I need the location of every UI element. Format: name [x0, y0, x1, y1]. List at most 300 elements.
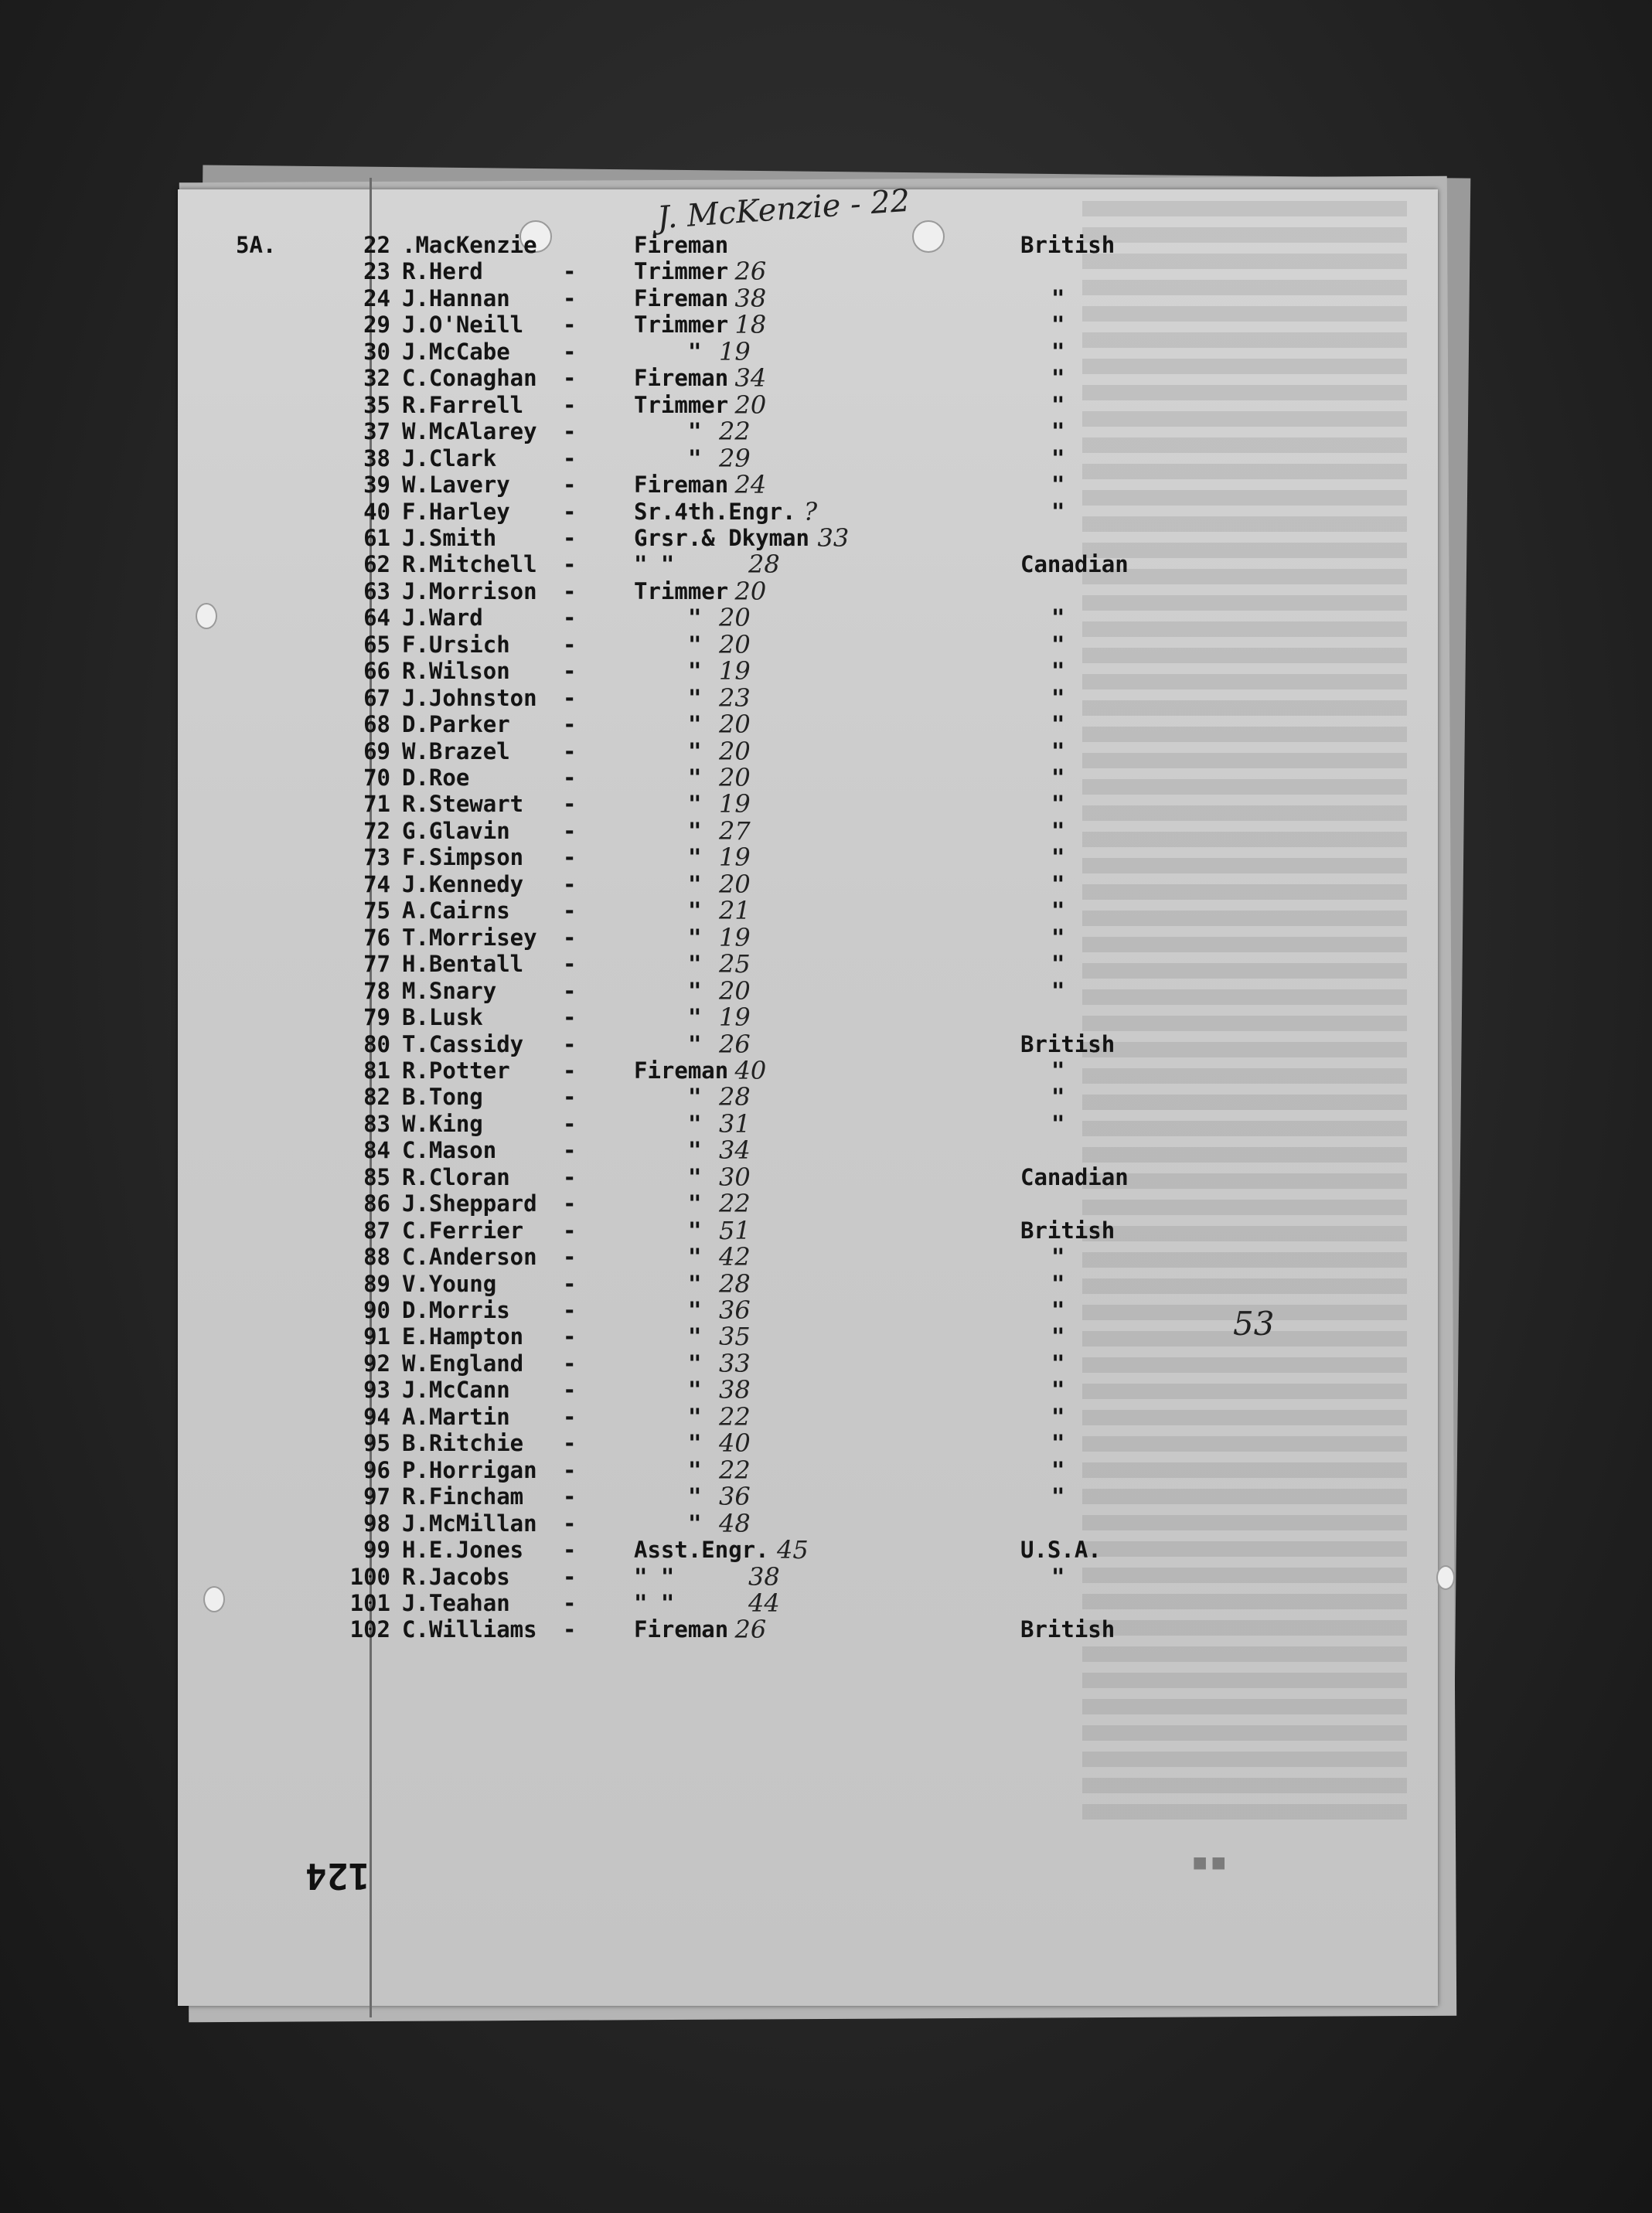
crew-nationality: " — [1051, 391, 1065, 418]
stamp-smudge: ▪▪ — [1190, 1844, 1228, 1879]
crew-dash: - — [563, 870, 577, 897]
crew-dash: - — [563, 1563, 577, 1590]
crew-nationality: " — [1051, 1270, 1065, 1297]
crew-name: B.Tong — [402, 1084, 483, 1111]
crew-name: J.Ward — [402, 604, 483, 632]
crew-row — [178, 232, 1438, 258]
crew-nationality: " — [1051, 817, 1065, 844]
crew-age: 20 — [719, 975, 751, 1006]
crew-age: 25 — [719, 949, 751, 979]
crew-name: R.Herd — [402, 258, 483, 285]
crew-name: J.Clark — [402, 444, 497, 472]
crew-nationality: " — [1051, 1057, 1065, 1084]
crew-name: J.McCann — [402, 1377, 510, 1404]
crew-dash: - — [563, 1323, 577, 1350]
crew-name: D.Morris — [402, 1297, 510, 1323]
crew-age: 29 — [719, 443, 751, 473]
crew-number: 100 — [349, 1563, 390, 1590]
crew-number: 32 — [363, 365, 390, 392]
crew-number: 66 — [363, 658, 390, 685]
crew-nationality: British — [1020, 1030, 1116, 1057]
crew-name: C.Ferrier — [402, 1217, 524, 1244]
crew-nationality: Canadian — [1020, 1163, 1129, 1190]
crew-number: 62 — [363, 551, 390, 578]
crew-dash: - — [563, 1403, 577, 1430]
crew-name: E.Hampton — [402, 1323, 524, 1350]
crew-dash: - — [563, 1350, 577, 1377]
crew-row — [178, 1217, 1438, 1244]
crew-name: H.E.Jones — [402, 1537, 524, 1564]
crew-dash: - — [563, 551, 577, 578]
crew-dash: - — [563, 924, 577, 951]
crew-dash: - — [563, 1589, 577, 1616]
crew-number: 38 — [363, 444, 390, 472]
crew-rating: " — [688, 1297, 702, 1323]
crew-row — [178, 871, 1438, 897]
crew-name: J.Hannan — [402, 284, 510, 312]
crew-rating: " — [688, 870, 702, 897]
crew-rating: Trimmer — [634, 577, 729, 604]
crew-number: 91 — [363, 1323, 390, 1350]
crew-number: 23 — [363, 258, 390, 285]
crew-age: 20 — [719, 736, 751, 766]
crew-number: 67 — [363, 684, 390, 711]
crew-name: C.Conaghan — [402, 365, 537, 392]
crew-dash: - — [563, 1163, 577, 1190]
crew-row — [178, 1084, 1438, 1110]
crew-row — [178, 951, 1438, 977]
crew-nationality: " — [1051, 684, 1065, 711]
crew-row — [178, 1003, 1438, 1033]
crew-nationality: " — [1051, 764, 1065, 791]
crew-row — [178, 1268, 1438, 1299]
handwritten-correction: J. McKenzie - 22 — [656, 182, 911, 237]
crew-name: B.Ritchie — [402, 1430, 524, 1457]
crew-name: R.Farrell — [402, 391, 524, 418]
crew-row — [178, 1190, 1438, 1217]
crew-dash: - — [563, 951, 577, 978]
crew-number: 78 — [363, 977, 390, 1004]
crew-age: 36 — [719, 1295, 751, 1325]
page-stamp: 124 — [305, 1855, 370, 1897]
crew-number: 75 — [363, 897, 390, 924]
crew-age: 19 — [719, 336, 751, 366]
crew-age: 20 — [719, 763, 751, 792]
crew-dash: - — [563, 1537, 577, 1564]
crew-nationality: " — [1051, 1377, 1065, 1404]
crew-name: W.King — [402, 1110, 483, 1137]
crew-age: 21 — [719, 896, 751, 926]
crew-row — [178, 1377, 1438, 1403]
crew-rating: " " — [634, 1563, 675, 1590]
crew-rating: Fireman — [634, 365, 729, 392]
crew-dash: - — [563, 1456, 577, 1483]
crew-nationality: " — [1051, 1403, 1065, 1430]
crew-number: 93 — [363, 1377, 390, 1404]
crew-name: D.Roe — [402, 764, 470, 791]
crew-rating: Fireman — [634, 232, 729, 258]
crew-name: T.Morrisey — [402, 924, 537, 951]
crew-age: 42 — [719, 1242, 751, 1272]
crew-rating: " — [688, 1377, 702, 1404]
crew-row — [178, 1350, 1438, 1377]
crew-dash: - — [563, 577, 577, 604]
crew-number: 94 — [363, 1403, 390, 1430]
crew-row — [178, 365, 1438, 391]
crew-row — [178, 685, 1438, 711]
crew-nationality: " — [1051, 897, 1065, 924]
crew-name: R.Cloran — [402, 1163, 510, 1190]
crew-rating: Fireman — [634, 472, 729, 499]
crew-age: 38 — [748, 1561, 780, 1592]
crew-age: 26 — [734, 257, 767, 287]
crew-rating: " — [688, 924, 702, 951]
crew-row — [178, 392, 1438, 418]
crew-age: 19 — [719, 1003, 751, 1033]
crew-rating: Trimmer — [634, 391, 729, 418]
crew-nationality: " — [1051, 658, 1065, 685]
crew-row — [178, 815, 1438, 846]
crew-row — [178, 975, 1438, 1006]
crew-dash: - — [563, 524, 577, 551]
crew-name: F.Simpson — [402, 844, 524, 871]
section-label: 5A. — [236, 232, 277, 258]
crew-age: 26 — [719, 1029, 751, 1059]
crew-dash: - — [563, 1057, 577, 1084]
crew-nationality: " — [1051, 604, 1065, 632]
crew-age: 36 — [719, 1482, 751, 1512]
crew-number: 82 — [363, 1084, 390, 1111]
crew-nationality: " — [1051, 1110, 1065, 1137]
crew-number: 65 — [363, 631, 390, 658]
crew-dash: - — [563, 284, 577, 312]
crew-dash: - — [563, 1190, 577, 1217]
crew-row — [178, 312, 1438, 338]
crew-rating: " — [688, 1323, 702, 1350]
crew-name: C.Williams — [402, 1616, 537, 1643]
crew-dash: - — [563, 1616, 577, 1643]
crew-dash: - — [563, 737, 577, 764]
crew-dash: - — [563, 365, 577, 392]
crew-age: 20 — [734, 390, 767, 420]
crew-number: 24 — [363, 284, 390, 312]
crew-number: 96 — [363, 1456, 390, 1483]
crew-dash: - — [563, 444, 577, 472]
crew-row — [178, 1457, 1438, 1483]
crew-age: 40 — [734, 1055, 767, 1085]
crew-number: 84 — [363, 1137, 390, 1164]
crew-age: 33 — [817, 523, 850, 553]
crew-age: 28 — [748, 550, 780, 580]
crew-rating: " — [688, 1510, 702, 1537]
crew-rating: " — [688, 711, 702, 738]
crew-nationality: " — [1051, 791, 1065, 818]
crew-number: 97 — [363, 1483, 390, 1510]
crew-age: 27 — [719, 815, 751, 846]
crew-number: 70 — [363, 764, 390, 791]
crew-nationality: U.S.A. — [1020, 1537, 1102, 1564]
crew-number: 76 — [363, 924, 390, 951]
crew-number: 95 — [363, 1430, 390, 1457]
crew-age: ? — [804, 496, 818, 526]
crew-dash: - — [563, 897, 577, 924]
crew-nationality: " — [1051, 284, 1065, 312]
crew-row — [178, 897, 1438, 924]
crew-age: 35 — [719, 1322, 751, 1352]
crew-rating: " — [688, 977, 702, 1004]
crew-rating: Grsr.& Dkyman — [634, 524, 809, 551]
crew-nationality: " — [1051, 844, 1065, 871]
crew-row — [178, 710, 1438, 740]
crew-age: 31 — [719, 1108, 751, 1139]
crew-nationality: " — [1051, 1323, 1065, 1350]
crew-age: 40 — [719, 1428, 751, 1459]
crew-dash: - — [563, 604, 577, 632]
crew-number: 39 — [363, 472, 390, 499]
crew-dash: - — [563, 312, 577, 339]
crew-rating: " — [688, 1137, 702, 1164]
crew-number: 64 — [363, 604, 390, 632]
crew-name: J.O'Neill — [402, 312, 524, 339]
crew-dash: - — [563, 817, 577, 844]
crew-rating: " — [688, 1403, 702, 1430]
crew-dash: - — [563, 1377, 577, 1404]
crew-row — [178, 1590, 1438, 1616]
crew-age: 20 — [719, 629, 751, 659]
crew-rating: " " — [634, 551, 675, 578]
crew-rating: " — [688, 658, 702, 685]
crew-row — [178, 1244, 1438, 1270]
crew-age: 44 — [748, 1588, 780, 1618]
crew-nationality: British — [1020, 1616, 1116, 1643]
crew-age: 30 — [719, 1162, 751, 1192]
crew-nationality: " — [1051, 498, 1065, 525]
crew-rating: " — [688, 844, 702, 871]
crew-name: R.Wilson — [402, 658, 510, 685]
crew-number: 61 — [363, 524, 390, 551]
crew-row — [178, 1561, 1438, 1592]
crew-age: 20 — [719, 710, 751, 740]
crew-nationality: British — [1020, 1217, 1116, 1244]
crew-name: J.McCabe — [402, 338, 510, 365]
crew-nationality: British — [1020, 232, 1116, 258]
crew-row — [178, 1428, 1438, 1459]
crew-nationality: " — [1051, 711, 1065, 738]
crew-age: 45 — [777, 1535, 809, 1565]
crew-dash: - — [563, 391, 577, 418]
crew-age: 34 — [734, 363, 767, 393]
crew-number: 72 — [363, 817, 390, 844]
crew-dash: - — [563, 791, 577, 818]
crew-number: 37 — [363, 418, 390, 445]
crew-name: J.Johnston — [402, 684, 537, 711]
crew-dash: - — [563, 684, 577, 711]
crew-row — [178, 1057, 1438, 1084]
crew-age: 23 — [719, 683, 751, 713]
crew-row — [178, 791, 1438, 817]
crew-row — [178, 445, 1438, 472]
crew-name: J.Teahan — [402, 1589, 510, 1616]
crew-dash: - — [563, 1297, 577, 1323]
crew-row — [178, 336, 1438, 366]
crew-name: F.Ursich — [402, 631, 510, 658]
crew-name: R.Jacobs — [402, 1563, 510, 1590]
crew-dash: - — [563, 1270, 577, 1297]
crew-nationality: " — [1051, 924, 1065, 951]
crew-name: F.Harley — [402, 498, 510, 525]
crew-row — [178, 1537, 1438, 1563]
crew-name: M.Snary — [402, 977, 497, 1004]
crew-number: 74 — [363, 870, 390, 897]
crew-row — [178, 1616, 1438, 1643]
crew-rating: " — [688, 1004, 702, 1031]
crew-name: R.Potter — [402, 1057, 510, 1084]
crew-age: 19 — [719, 843, 751, 873]
crew-age: 24 — [734, 470, 767, 500]
crew-name: W.England — [402, 1350, 524, 1377]
crew-dash: - — [563, 1110, 577, 1137]
crew-dash: - — [563, 711, 577, 738]
crew-name: P.Horrigan — [402, 1456, 537, 1483]
crew-number: 83 — [363, 1110, 390, 1137]
crew-nationality: " — [1051, 1084, 1065, 1111]
crew-dash: - — [563, 1217, 577, 1244]
crew-dash: - — [563, 1084, 577, 1111]
crew-dash: - — [563, 498, 577, 525]
crew-rating: " — [688, 1456, 702, 1483]
punch-hole — [1436, 1565, 1455, 1590]
crew-rating: " — [688, 418, 702, 445]
crew-number: 22 — [363, 232, 390, 258]
crew-number: 89 — [363, 1270, 390, 1297]
crew-number: 99 — [363, 1537, 390, 1564]
crew-number: 102 — [349, 1616, 390, 1643]
crew-nationality: " — [1051, 1483, 1065, 1510]
crew-name: A.Martin — [402, 1403, 510, 1430]
crew-nationality: " — [1051, 1456, 1065, 1483]
margin-note: 53 — [1233, 1305, 1275, 1343]
crew-dash: - — [563, 472, 577, 499]
crew-row — [178, 658, 1438, 684]
crew-number: 86 — [363, 1190, 390, 1217]
crew-row — [178, 1164, 1438, 1190]
crew-nationality: " — [1051, 472, 1065, 499]
crew-age: 38 — [719, 1375, 751, 1405]
crew-name: G.Glavin — [402, 817, 510, 844]
crew-age: 20 — [719, 603, 751, 633]
crew-name: J.Kennedy — [402, 870, 524, 897]
crew-nationality: " — [1051, 737, 1065, 764]
crew-age: 28 — [719, 1082, 751, 1112]
crew-name: .MacKenzie — [402, 232, 537, 258]
crew-nationality: " — [1051, 444, 1065, 472]
crew-name: R.Stewart — [402, 791, 524, 818]
crew-row — [178, 1108, 1438, 1139]
crew-number: 77 — [363, 951, 390, 978]
crew-row — [178, 417, 1438, 447]
crew-number: 80 — [363, 1030, 390, 1057]
crew-row — [178, 629, 1438, 659]
crew-row — [178, 924, 1438, 951]
crew-number: 87 — [363, 1217, 390, 1244]
crew-age: 28 — [719, 1268, 751, 1299]
crew-rating: " — [688, 1110, 702, 1137]
crew-age: 19 — [719, 922, 751, 952]
crew-row — [178, 738, 1438, 764]
crew-nationality: " — [1051, 312, 1065, 339]
crew-rating: " — [688, 1190, 702, 1217]
crew-rating: Fireman — [634, 1616, 729, 1643]
crew-dash: - — [563, 338, 577, 365]
crew-nationality: " — [1051, 1350, 1065, 1377]
crew-rating: Trimmer — [634, 258, 729, 285]
crew-nationality: " — [1051, 1563, 1065, 1590]
crew-row — [178, 604, 1438, 631]
crew-nationality: " — [1051, 951, 1065, 978]
crew-row — [178, 764, 1438, 791]
crew-nationality: " — [1051, 1430, 1065, 1457]
crew-row — [178, 1483, 1438, 1510]
crew-row — [178, 472, 1438, 498]
crew-nationality: " — [1051, 631, 1065, 658]
crew-name: R.Mitchell — [402, 551, 537, 578]
crew-name: D.Parker — [402, 711, 510, 738]
crew-age: 26 — [734, 1615, 767, 1645]
crew-nationality: " — [1051, 977, 1065, 1004]
crew-rating: " " — [634, 1589, 675, 1616]
crew-number: 88 — [363, 1244, 390, 1271]
crew-row — [178, 496, 1438, 526]
crew-nationality: " — [1051, 1297, 1065, 1323]
crew-dash: - — [563, 1137, 577, 1164]
crew-row — [178, 1135, 1438, 1166]
crew-dash: - — [563, 1244, 577, 1271]
crew-age: 48 — [719, 1508, 751, 1538]
crew-row — [178, 843, 1438, 873]
crew-number: 29 — [363, 312, 390, 339]
crew-name: A.Cairns — [402, 897, 510, 924]
crew-row — [178, 525, 1438, 551]
crew-row — [178, 1401, 1438, 1432]
crew-age: 18 — [734, 310, 767, 340]
crew-dash: - — [563, 1030, 577, 1057]
crew-nationality: " — [1051, 365, 1065, 392]
crew-nationality: " — [1051, 338, 1065, 365]
crew-rating: " — [688, 737, 702, 764]
crew-rating: Fireman — [634, 1057, 729, 1084]
crew-rating: " — [688, 1350, 702, 1377]
crew-name: J.Sheppard — [402, 1190, 537, 1217]
crew-number: 69 — [363, 737, 390, 764]
crew-rating: " — [688, 1244, 702, 1271]
crew-age: 22 — [719, 1189, 751, 1219]
crew-name: C.Mason — [402, 1137, 497, 1164]
crew-name: R.Fincham — [402, 1483, 524, 1510]
crew-age: 20 — [719, 869, 751, 899]
crew-rating: " — [688, 1084, 702, 1111]
crew-row — [178, 257, 1438, 287]
crew-dash: - — [563, 977, 577, 1004]
crew-rating: Trimmer — [634, 312, 729, 339]
crew-dash: - — [563, 1510, 577, 1537]
crew-age: 34 — [719, 1135, 751, 1166]
crew-rating: Sr.4th.Engr. — [634, 498, 796, 525]
crew-rating: " — [688, 951, 702, 978]
crew-name: J.McMillan — [402, 1510, 537, 1537]
crew-age: 19 — [719, 789, 751, 819]
crew-row — [178, 1510, 1438, 1537]
crew-rating: " — [688, 1270, 702, 1297]
